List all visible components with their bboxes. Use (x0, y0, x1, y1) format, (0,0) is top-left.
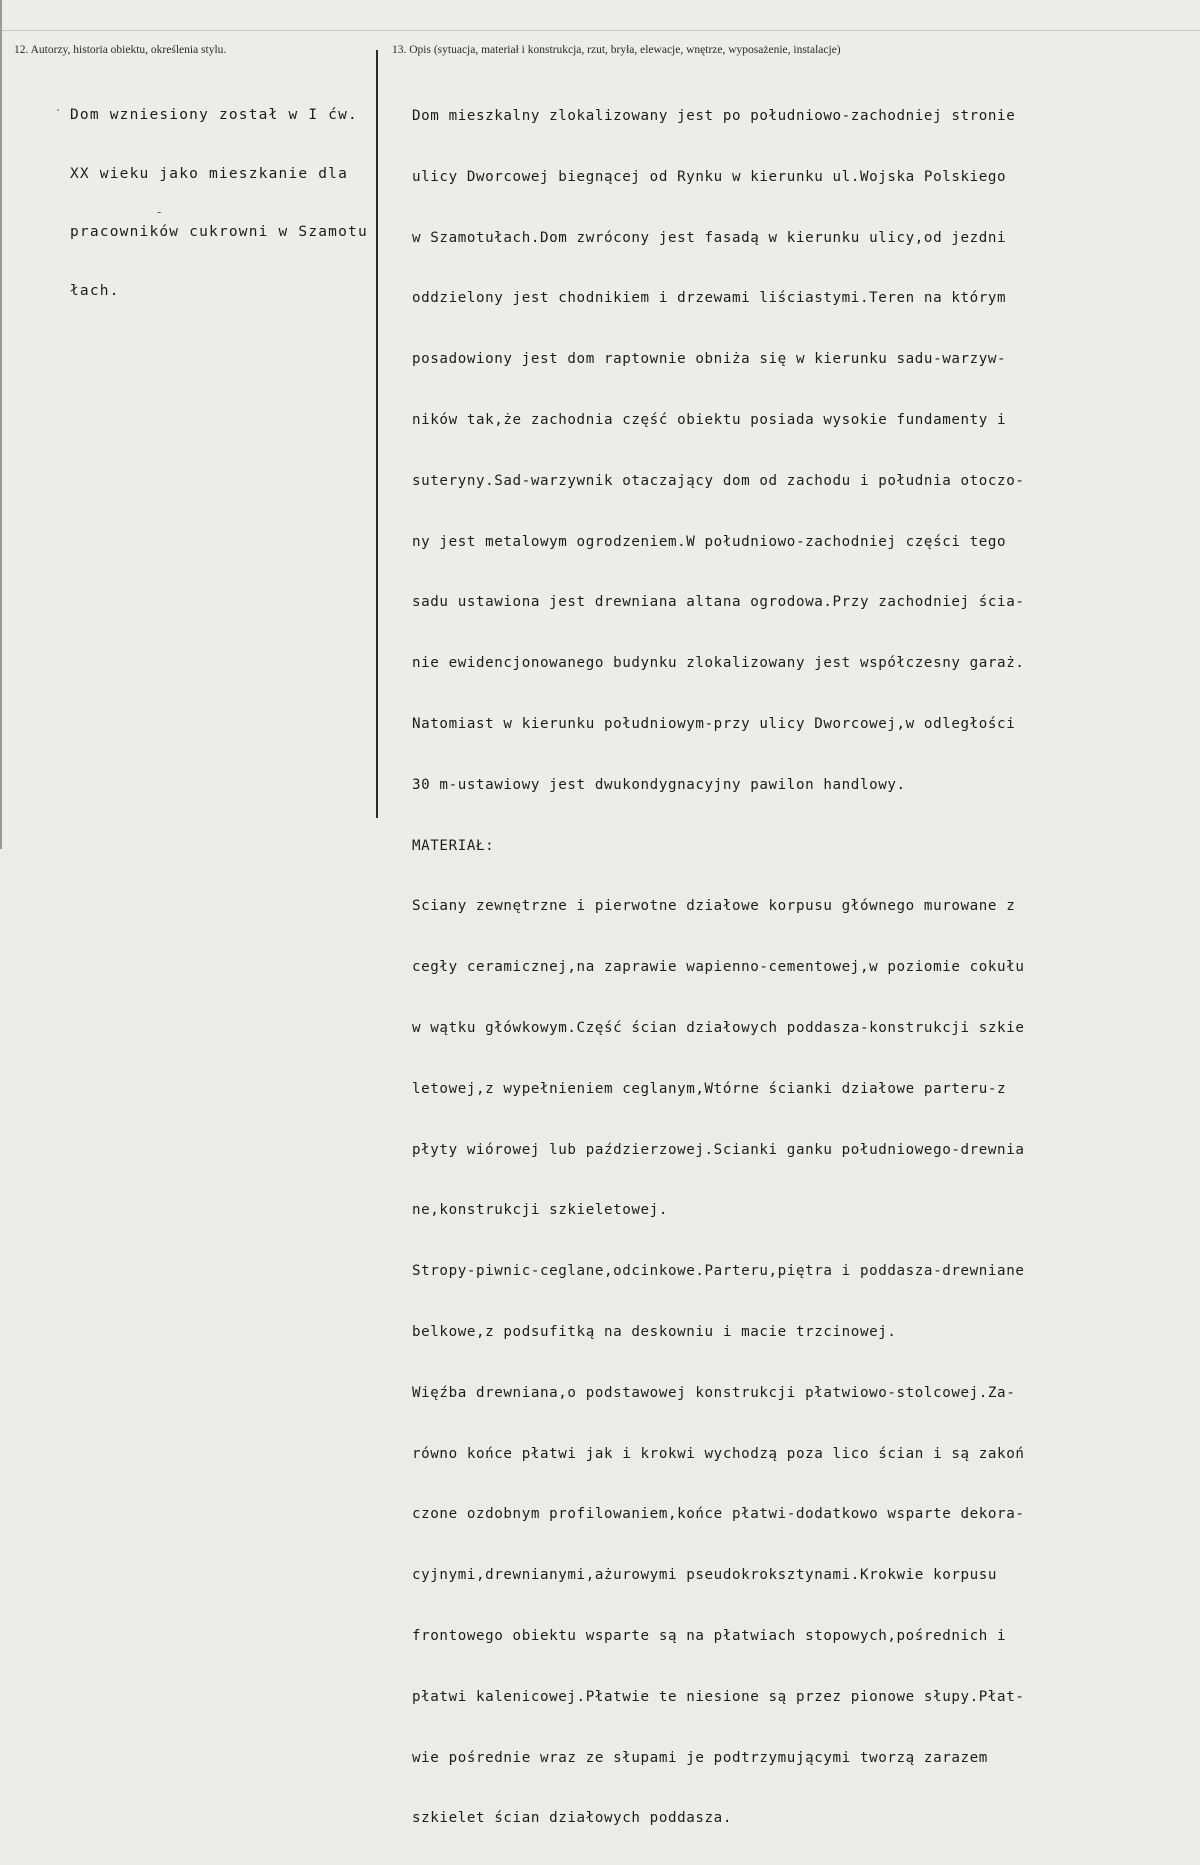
text-line: cegły ceramicznej,na zaprawie wapienno-cementowej,w poziomie cokułu (412, 959, 1025, 976)
text-line: łach. (70, 282, 120, 299)
text-line: cyjnymi,drewnianymi,ażurowymi pseudokroksztynami.Krokwie korpusu (412, 1567, 998, 1584)
text-line: płatwi kalenicowej.Płatwie te niesione są przez pionowe słupy.Płat- (412, 1688, 1025, 1705)
text-line: suteryny.Sad-warzywnik otaczający dom od zachodu i południa otoczo- (412, 472, 1025, 489)
text-line: w wątku główkowym.Część ścian działowych poddasza-konstrukcji szkie (412, 1019, 1025, 1036)
top-rule (2, 30, 1200, 31)
text-line: Sciany zewnętrzne i pierwotne działowe korpusu głównego murowane z (412, 898, 1016, 915)
text-line: belkowe,z podsufitką na deskowniu i macie trzcinowej. (412, 1323, 897, 1340)
section-12-header: 12. Autorzy, historia obiektu, określenia stylu. (14, 44, 227, 56)
text-line: szkielet ścian działowych poddasza. (412, 1810, 732, 1827)
text-line: ny jest metalowym ogrodzeniem.W południowo-zachodniej części tego (412, 533, 1007, 550)
text-line: Dom mieszkalny zlokalizowany jest po południowo-zachodniej stronie (412, 108, 1016, 124)
text-line: wie pośrednie wraz ze słupami je podtrzymującymi tworzą zarazem (412, 1749, 988, 1766)
text-line: 30 m-ustawiowy jest dwukondygnacyjny pawilon handlowy. (412, 776, 906, 793)
text-line: płyty wiórowej lub paździerzowej.Scianki ganku południowego-drewnia (412, 1141, 1025, 1158)
text-line: Natomiast w kierunku południowym-przy ulicy Dworcowej,w odległości (412, 715, 1016, 732)
column-divider (376, 50, 378, 818)
text-line: równo końce płatwi jak i krokwi wychodzą poza lico ścian i są zakoń (412, 1445, 1025, 1462)
text-line: ulicy Dworcowej biegnącej od Rynku w kierunku ul.Wojska Polskiego (412, 168, 1007, 185)
text-line: Więźba drewniana,o podstawowej konstrukcji płatwiowo-stolcowej.Za- (412, 1384, 1016, 1401)
text-line: oddzielony jest chodnikiem i drzewami liściastymi.Teren na którym (412, 290, 1007, 307)
section-12-text (70, 70, 368, 336)
stray-dot-mark: . (56, 100, 60, 114)
text-line: Stropy-piwnic-ceglane,odcinkowe.Parteru,piętra i poddasza-drewniane (412, 1263, 1025, 1280)
section-13-text (412, 70, 1025, 1865)
text-line: ników tak,że zachodnia część obiektu posiada wysokie fundamenty i (412, 411, 1007, 428)
text-line: posadowiony jest dom raptownie obniża się w kierunku sadu-warzyw- (412, 351, 1007, 368)
text-line: nie ewidencjonowanego budynku zlokalizowany jest współczesny garaż. (412, 655, 1025, 672)
text-line: XX wieku jako mieszkanie dla (70, 165, 349, 182)
text-line: czone ozdobnym profilowaniem,końce płatwi-dodatkowo wsparte dekora- (412, 1506, 1025, 1523)
text-line: MATERIAŁ: (412, 837, 495, 854)
text-line: pracowników cukrowni w Szamotu (70, 224, 368, 240)
text-line: letowej,z wypełnieniem ceglanym,Wtórne ścianki działowe parteru-z (412, 1080, 1007, 1097)
text-line: sadu ustawiona jest drewniana altana ogrodowa.Przy zachodniej ścia- (412, 594, 1025, 611)
text-line: ne,konstrukcji szkieletowej. (412, 1202, 668, 1219)
section-13-header: 13. Opis (sytuacja, materiał i konstrukcja, rzut, bryła, elewacje, wnętrze, wyposażenie, instalacje) (392, 44, 841, 56)
text-line: Dom wzniesiony został w I ćw. (70, 107, 358, 123)
stray-dash-mark: - (157, 205, 162, 219)
text-line: frontowego obiektu wsparte są na płatwiach stopowych,pośrednich i (412, 1627, 1007, 1644)
text-line: w Szamotułach.Dom zwrócony jest fasadą w kierunku ulicy,od jezdni (412, 229, 1007, 246)
